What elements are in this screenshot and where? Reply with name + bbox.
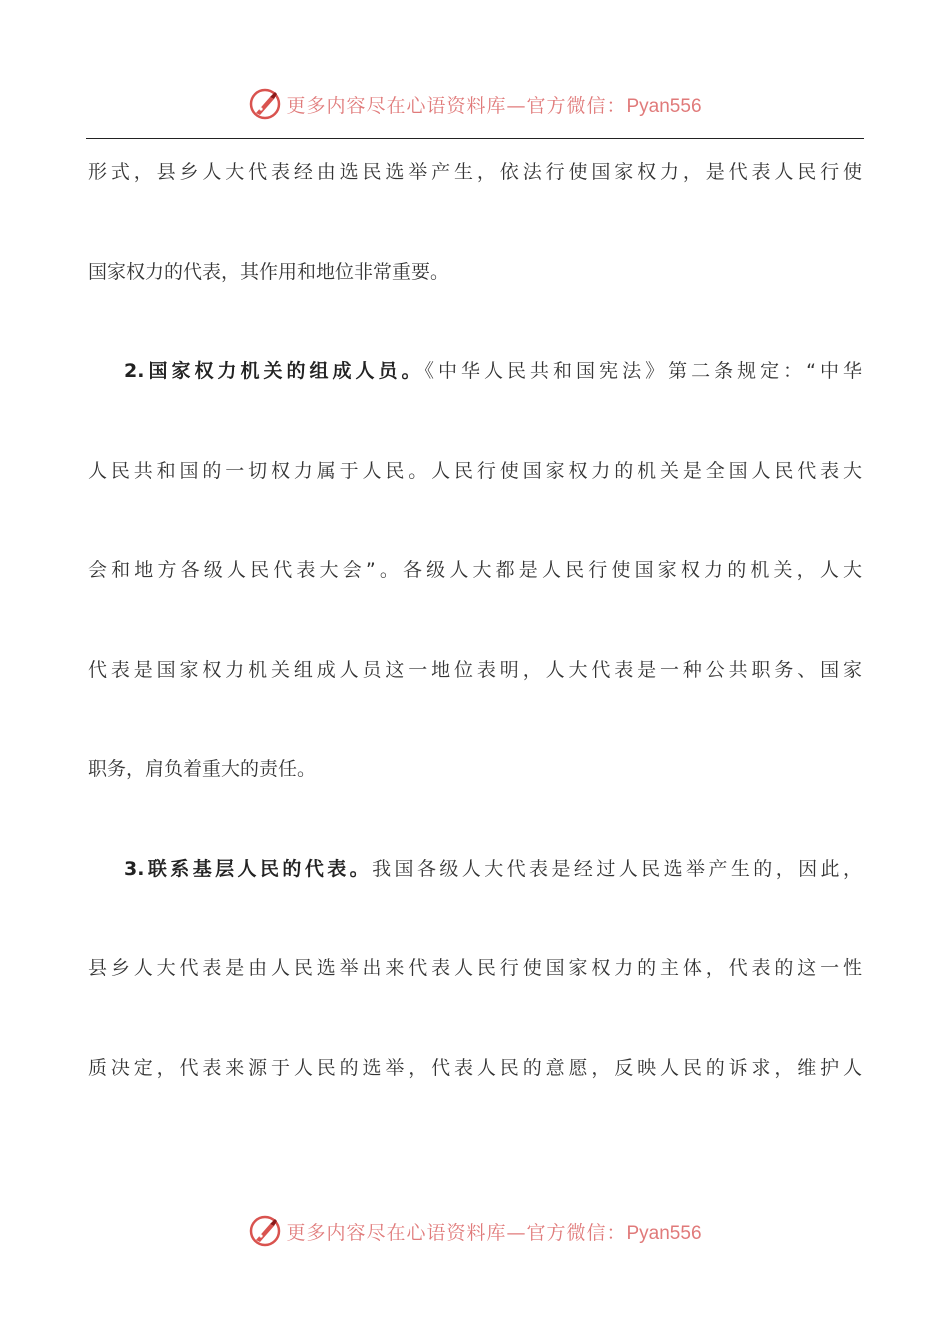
section-3-heading: 3.联系基层人民的代表。 bbox=[124, 857, 373, 880]
section-2-heading: 2.国家权力机关的组成人员。 bbox=[124, 360, 425, 382]
pen-nib-logo-icon bbox=[248, 87, 282, 121]
body-line: 会和地方各级人民代表大会”。各级人大都是人民行使国家权力的机关，人大 bbox=[88, 559, 862, 581]
body-line: 县乡人大代表是由人民选举出来代表人民行使国家权力的主体，代表的这一性 bbox=[88, 957, 862, 979]
footer-banner-wechat-id: Pyan556 bbox=[626, 1222, 702, 1244]
section-2-line: 2.国家权力机关的组成人员。《中华人民共和国宪法》第二条规定：“中华 bbox=[124, 360, 862, 382]
footer-banner bbox=[0, 1211, 950, 1251]
header-banner-text bbox=[286, 91, 701, 118]
document-body bbox=[88, 146, 862, 1141]
header-banner-wechat-id: Pyan556 bbox=[626, 95, 702, 117]
pen-nib-logo-icon bbox=[248, 1214, 282, 1248]
body-line: 国家权力的代表，其作用和地位非常重要。 bbox=[88, 260, 450, 283]
footer-banner-text bbox=[286, 1218, 701, 1245]
header-divider bbox=[86, 138, 864, 139]
body-line: 人民共和国的一切权力属于人民。人民行使国家权力的机关是全国人民代表大 bbox=[88, 459, 862, 482]
header-banner bbox=[0, 84, 950, 124]
body-line: 质决定，代表来源于人民的选举，代表人民的意愿，反映人民的诉求，维护人 bbox=[88, 1056, 862, 1079]
footer-banner-main: 更多内容尽在心语资料库—官方微信： bbox=[286, 1221, 627, 1244]
body-line: 代表是国家权力机关组成人员这一地位表明，人大代表是一种公共职务、国家 bbox=[88, 658, 862, 681]
header-banner-main: 更多内容尽在心语资料库—官方微信： bbox=[286, 94, 627, 117]
body-line: 形式，县乡人大代表经由选民选举产生，依法行使国家权力，是代表人民行使 bbox=[88, 161, 862, 183]
section-3-line: 3.联系基层人民的代表。我国各级人大代表是经过人民选举产生的，因此， bbox=[124, 857, 862, 880]
body-line: 职务，肩负着重大的责任。 bbox=[88, 758, 317, 780]
